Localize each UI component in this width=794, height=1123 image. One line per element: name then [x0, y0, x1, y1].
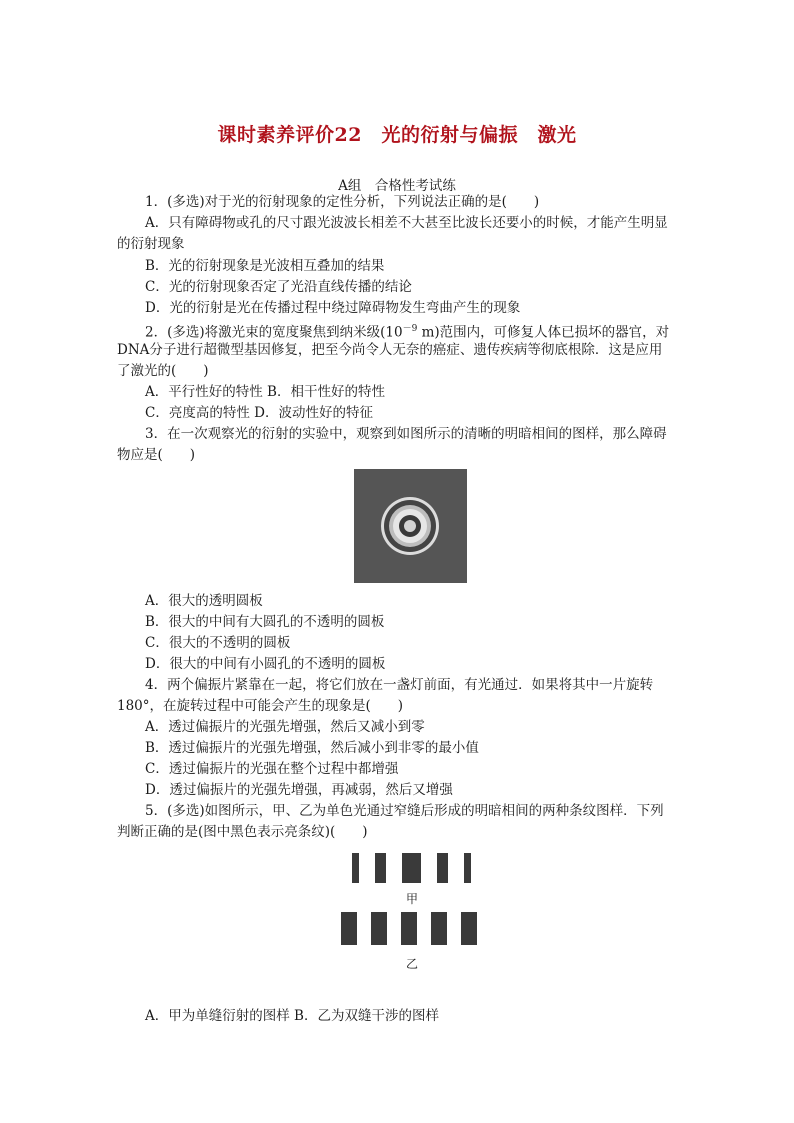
jia-fringe	[437, 853, 448, 883]
q4-option-a: A．透过偏振片的光强先增强，然后又减小到零	[145, 719, 425, 735]
q3-stem-line2: 物应是( )	[117, 447, 196, 463]
jia-fringe-central	[402, 853, 421, 883]
q1-option-a: A．只有障碍物或孔的尺寸跟光波波长相差不大甚至比波长还要小的时候，才能产生明显	[145, 215, 668, 231]
q2-stem-line3: 了激光的( )	[117, 363, 209, 379]
q4-stem: 4．两个偏振片紧靠在一起，将它们放在一盏灯前面，有光通过．如果将其中一片旋转	[145, 677, 654, 693]
yi-fringe	[461, 912, 477, 945]
jia-fringe	[352, 853, 359, 883]
q2-options-ab: A．平行性好的特性 B．相干性好的特性	[145, 384, 385, 400]
q2-options-cd: C．亮度高的特性 D．波动性好的特征	[145, 405, 373, 421]
jia-fringe	[375, 853, 386, 883]
diffraction-rings-svg	[354, 469, 467, 583]
yi-fringe	[371, 912, 387, 945]
q3-option-d: D．很大的中间有小圆孔的不透明的圆板	[145, 656, 386, 672]
q1-option-d: D．光的衍射是光在传播过程中绕过障碍物发生弯曲产生的现象	[145, 300, 521, 316]
q2-exponent: －9	[402, 324, 418, 334]
q5-options-ab: A．甲为单缝衍射的图样 B．乙为双缝干涉的图样	[145, 1008, 439, 1024]
q3-option-c: C．很大的不透明的圆板	[145, 635, 291, 651]
q2-stem-part2: m)范围内，可修复人体已损坏的器官，对	[417, 324, 670, 341]
group-title: A组 合格性考试练	[338, 178, 456, 194]
q3-stem: 3．在一次观察光的衍射的实验中，观察到如图所示的清晰的明暗相间的图样，那么障碍	[145, 426, 667, 442]
diffraction-pattern-figure	[354, 469, 467, 583]
page-title: 课时素养评价22 光的衍射与偏振 激光	[217, 124, 577, 146]
jia-fringe	[464, 853, 471, 883]
q5-stem-line2: 判断正确的是(图中黑色表示亮条纹)( )	[117, 824, 368, 840]
q3-option-a: A．很大的透明圆板	[145, 593, 263, 609]
q3-option-b: B．很大的中间有大圆孔的不透明的圆板	[145, 614, 385, 630]
q4-option-c: C．透过偏振片的光强在整个过程中都增强	[145, 761, 399, 777]
q1-option-a-cont: 的衍射现象	[117, 236, 185, 252]
q1-option-c: C．光的衍射现象否定了光沿直线传播的结论	[145, 279, 412, 295]
yi-fringe	[401, 912, 417, 945]
q2-stem-line2: DNA分子进行超微型基因修复，把至今尚令人无奈的癌症、遗传疾病等彻底根除．这是应用	[117, 342, 663, 358]
q2-stem-part1: 2．(多选)将激光束的宽度聚焦到纳米级(10	[145, 324, 403, 341]
figure-label-jia: 甲	[405, 892, 418, 906]
figure-label-yi: 乙	[405, 957, 418, 971]
q4-stem-line2: 180°，在旋转过程中可能会产生的现象是( )	[117, 698, 404, 714]
q4-option-d: D．透过偏振片的光强先增强，再减弱，然后又增强	[145, 782, 453, 798]
q4-option-b: B．透过偏振片的光强先增强，然后减小到非零的最小值	[145, 740, 479, 756]
yi-fringe	[341, 912, 357, 945]
q5-stem: 5．(多选)如图所示，甲、乙为单色光通过窄缝后形成的明暗相间的两种条纹图样．下列	[145, 803, 664, 819]
yi-fringe	[431, 912, 447, 945]
q1-option-b: B．光的衍射现象是光波相互叠加的结果	[145, 258, 385, 274]
q1-stem: 1．(多选)对于光的衍射现象的定性分析，下列说法正确的是( )	[145, 194, 540, 210]
